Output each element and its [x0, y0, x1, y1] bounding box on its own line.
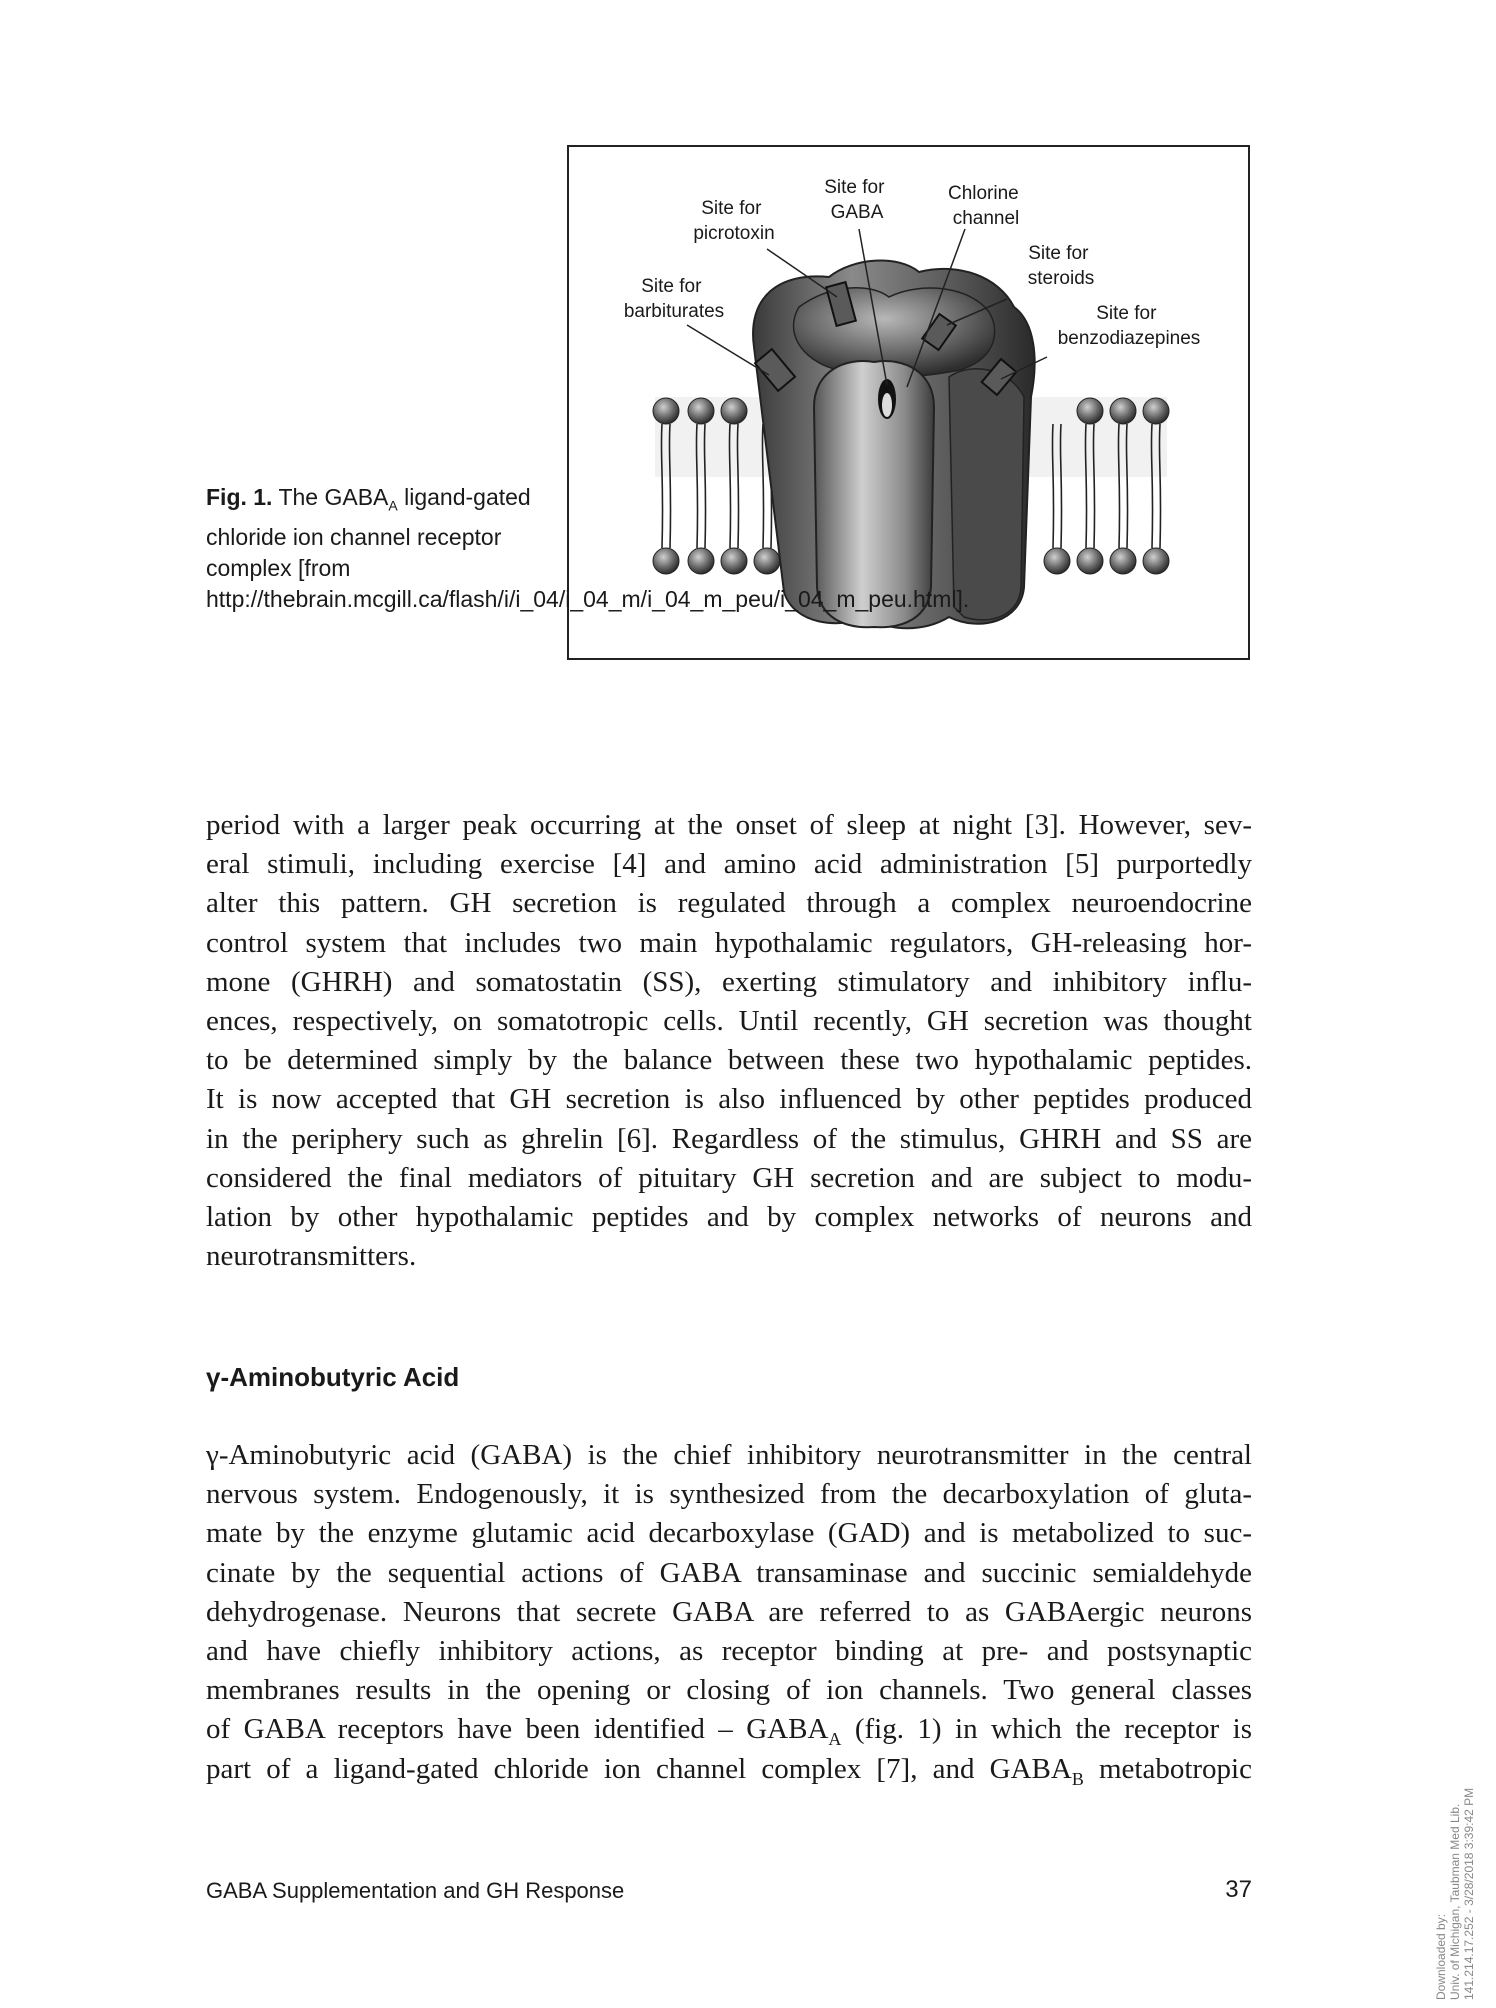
- lipid-head: [1143, 548, 1169, 574]
- lipid-head: [1110, 398, 1136, 424]
- caption-text: ligand-gated chloride ion channel receptor complex [from http://thebrain.mcgill.ca/flash/i/i_04/i_04_m/i_04_m_peu/i_04_m_peu.html].: [206, 484, 970, 612]
- lipid-head: [721, 398, 747, 424]
- figure-1: [567, 145, 1250, 660]
- text-line: cinate by the sequential actions of GABA transaminase and succinic semialdehyde: [206, 1556, 1252, 1589]
- lipid-head: [688, 398, 714, 424]
- body-paragraph-2: [206, 1436, 1252, 1789]
- page-number: 37: [1225, 1876, 1252, 1903]
- lipid-head: [1044, 548, 1070, 574]
- label-chlorine-channel: Chlorine channel: [947, 183, 1020, 229]
- lipid-head: [1077, 398, 1103, 424]
- text-line: considered the final mediators of pituitary GH secretion and are subject to modu-: [206, 1161, 1252, 1194]
- text-line: nervous system. Endogenously, it is synthesized from the decarboxylation of gluta-: [206, 1478, 1252, 1511]
- text-line: It is now accepted that GH secretion is also influenced by other peptides produced: [206, 1083, 1252, 1116]
- text-line: neurotransmitters.: [206, 1240, 417, 1273]
- lipid-head: [1110, 548, 1136, 574]
- text-line: control system that includes two main hypothalamic regulators, GH-releasing hor-: [206, 926, 1252, 959]
- text-line: mone (GHRH) and somatostatin (SS), exerting stimulatory and inhibitory influ-: [206, 965, 1252, 998]
- download-watermark: Downloaded by: Univ. of Michigan, Taubman Med Lib. 141.214.17.252 - 3/28/2018 3:39:42 PM: [1434, 1787, 1476, 2000]
- text-line: γ-Aminobutyric acid (GABA) is the chief inhibitory neurotransmitter in the central: [206, 1439, 1252, 1471]
- text-line: alter this pattern. GH secretion is regulated through a complex neuroendocrine: [206, 887, 1252, 920]
- label-benzodiazepines: Site for benzodiazepines: [1057, 303, 1201, 349]
- lipid-head: [1143, 398, 1169, 424]
- figure-label: Fig. 1.: [206, 484, 273, 510]
- lipid-head: [754, 548, 780, 574]
- section-heading: γ-Aminobutyric Acid: [206, 1362, 460, 1392]
- text-line: mate by the enzyme glutamic acid decarboxylase (GAD) and is metabolized to suc-: [206, 1517, 1252, 1550]
- text-line: membranes results in the opening or closing of ion channels. Two general classes: [206, 1674, 1252, 1707]
- label-barbiturates: Site for barbiturates: [623, 276, 725, 322]
- receptor-protein: [753, 261, 1035, 629]
- figure-caption: Fig. 1. The $GABA_A$ ligand-gated chloride ion channel receptor complex [from http://thebrain.mcgill.ca/flash/i/i_04/i_04_m/i_04_m_peu/i_04_m_peu.html].: [206, 484, 970, 612]
- text-line: dehydrogenase. Neurons that secrete GABA are referred to as GABAergic neurons: [206, 1595, 1252, 1628]
- text-line: eral stimuli, including exercise [4] and amino acid administration [5] purportedly: [206, 848, 1252, 881]
- text-line: to be determined simply by the balance between these two hypothalamic peptides.: [206, 1044, 1252, 1077]
- text-line: of GABA receptors have been identified – $GABA_A$ (fig. 1) in which the receptor is: [206, 1713, 1252, 1750]
- text-line: period with a larger peak occurring at the onset of sleep at night [3]. However, sev-: [206, 809, 1252, 841]
- text-line: and have chiefly inhibitory actions, as receptor binding at pre- and postsynaptic: [206, 1635, 1252, 1668]
- lipid-head: [1077, 548, 1103, 574]
- lipid-head: [653, 548, 679, 574]
- text-line: part of a ligand-gated chloride ion channel complex [7], and $GABA_B$ metabotropic: [206, 1752, 1252, 1789]
- text-line: lation by other hypothalamic peptides and by complex networks of neurons and: [206, 1201, 1252, 1234]
- lipid-head: [653, 398, 679, 424]
- text-line: ences, respectively, on somatotropic cells. Until recently, GH secretion was thought: [206, 1005, 1252, 1038]
- running-title: GABA Supplementation and GH Response: [206, 1878, 625, 1903]
- lipid-head: [721, 548, 747, 574]
- label-gaba-site: Site for GABA: [824, 177, 885, 223]
- lipid-head: [688, 548, 714, 574]
- label-picrotoxin: Site for picrotoxin: [693, 198, 775, 244]
- body-paragraph-1: [206, 806, 1252, 1276]
- label-steroids: Site for steroids: [1027, 243, 1095, 289]
- text-line: in the periphery such as ghrelin [6]. Regardless of the stimulus, GHRH and SS are: [206, 1122, 1252, 1155]
